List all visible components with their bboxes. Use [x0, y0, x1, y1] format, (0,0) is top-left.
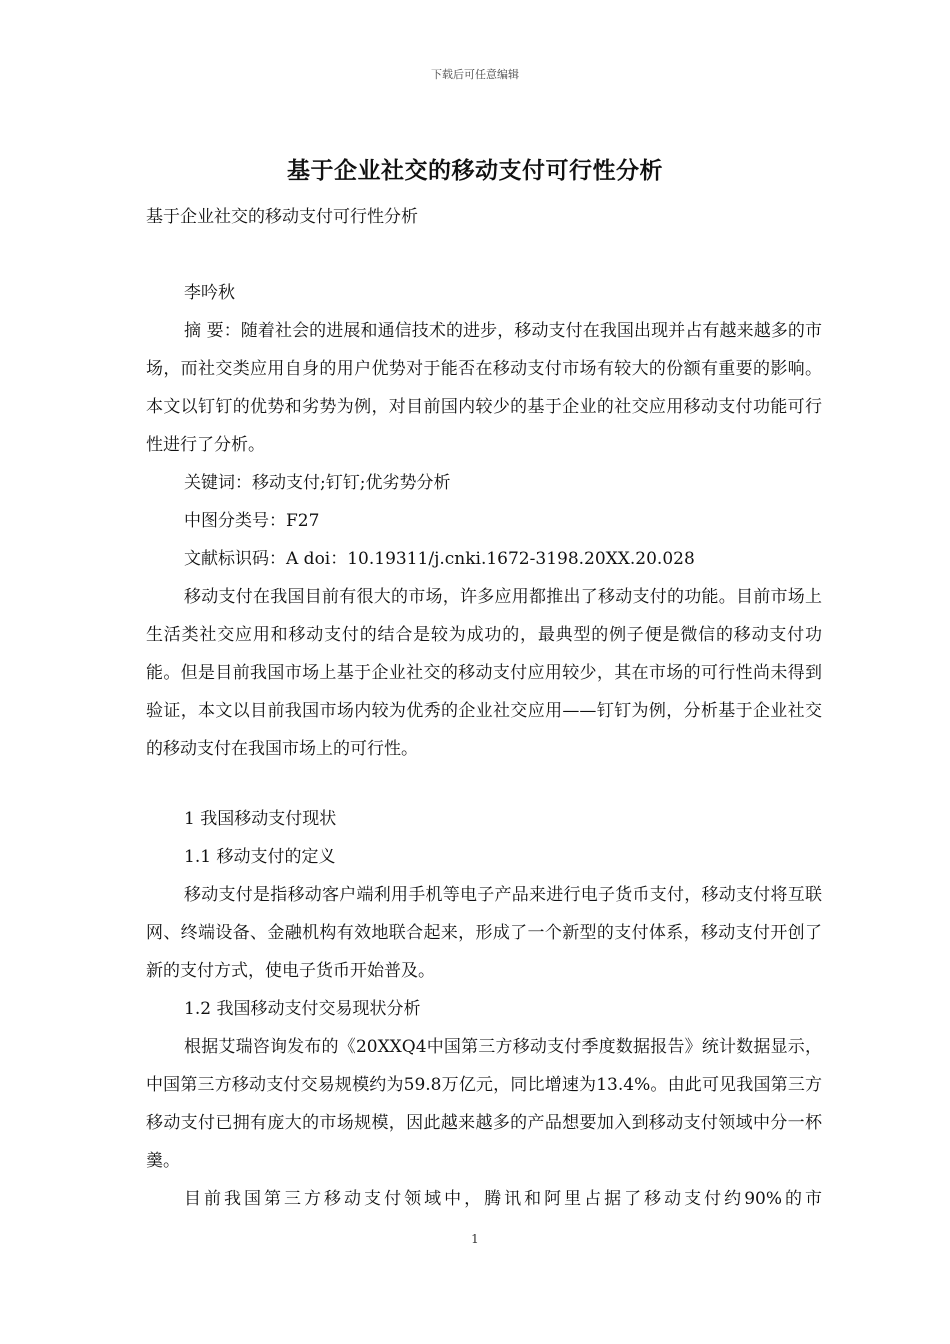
document-title: 基于企业社交的移动支付可行性分析 — [287, 157, 663, 184]
page-number: 1 — [471, 1232, 479, 1246]
abstract-paragraph: 摘 要：随着社会的进展和通信技术的进步，移动支付在我国出现并占有越来越多的市场，而社交类应用自身的用户优势对于能否在移动支付市场有较大的份额有重要的影响。本文以钉钉的优势和劣势为例，对目前国内较少的基于企业的社交应用移动支付功能可行性进行了分析。 — [146, 321, 822, 455]
document-body — [146, 198, 822, 1218]
keywords-line: 关键词：移动支付;钉钉;优劣势分析 — [184, 473, 451, 493]
section-heading-1-1: 1.1 移动支付的定义 — [184, 847, 336, 867]
author-name: 李吟秋 — [184, 283, 235, 303]
intro-paragraph: 移动支付在我国目前有很大的市场，许多应用都推出了移动支付的功能。目前市场上生活类社交应用和移动支付的结合是较为成功的，最典型的例子便是微信的移动支付功能。但是目前我国市场上基于企业社交的移动支付应用较少，其在市场的可行性尚未得到验证，本文以目前我国市场内较为优秀的企业社交应用——钉钉为例，分析基于企业社交的移动支付在我国市场上的可行性。 — [146, 587, 822, 759]
section-heading-1: 1 我国移动支付现状 — [184, 809, 337, 829]
paragraph-1-2: 根据艾瑞咨询发布的《20XXQ4中国第三方移动支付季度数据报告》统计数据显示，中国第三方移动支付交易规模约为59.8万亿元，同比增速为13.4%。由此可见我国第三方移动支付已拥有庞大的市场规模，因此越来越多的产品想要加入到移动支付领域中分一杯羹。 — [146, 1037, 822, 1171]
section-heading-1-2: 1.2 我国移动支付交易现状分析 — [184, 999, 421, 1019]
document-code-line: 文献标识码：A doi：10.19311/j.cnki.1672-3198.20XX.20.028 — [184, 549, 695, 569]
document-subtitle: 基于企业社交的移动支付可行性分析 — [146, 207, 418, 227]
page-header: 下载后可任意编辑 — [431, 68, 519, 81]
classification-line: 中图分类号：F27 — [184, 511, 320, 531]
paragraph-continued: 目前我国第三方移动支付领域中，腾讯和阿里占据了移动支付约90%的市 — [184, 1189, 822, 1209]
paragraph-1-1: 移动支付是指移动客户端利用手机等电子产品来进行电子货币支付，移动支付将互联网、终端设备、金融机构有效地联合起来，形成了一个新型的支付体系，移动支付开创了新的支付方式，使电子货币开始普及。 — [146, 885, 822, 981]
